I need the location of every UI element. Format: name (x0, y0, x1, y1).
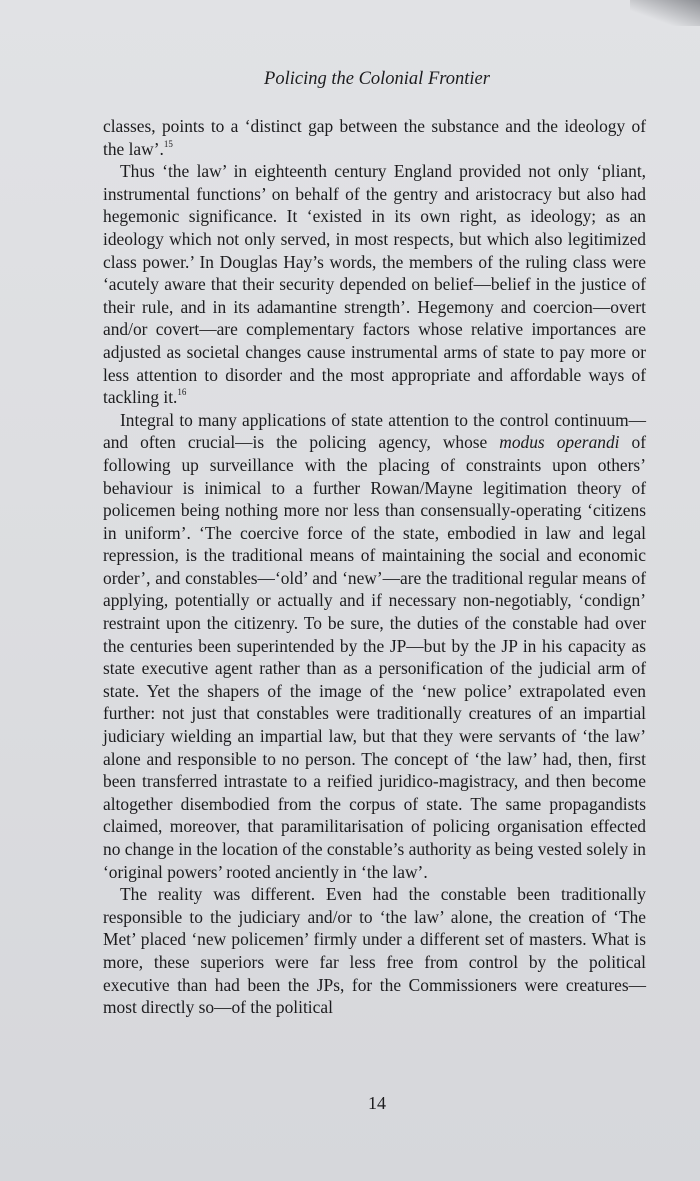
footnote-ref-15[interactable]: 15 (163, 138, 173, 149)
paragraph-1 (103, 115, 646, 160)
paragraph-2 (103, 160, 646, 409)
body-text (103, 115, 646, 1019)
page-corner-shadow (630, 0, 700, 26)
text-segment: Thus ‘the law’ in eighteenth century England provided not only ‘pliant, instrumental functions’ on behalf of the gentry and aristocracy but also had hegemonic significance. It ‘existed in its own right, as ideology; as an ideology which not only served, in most respects, but which also legitimized class power.’ In Douglas Hay’s words, the members of the ruling class were ‘acutely aware that their security depended on belief—belief in the justice of their rule, and in its adamantine strength’. Hegemony and coercion—overt and/or covert—are complementary factors whose relative importances are adjusted as societal changes cause instrumental arms of state to pay more or less attention to disorder and the most appropriate and affordable ways of tackling it. (103, 161, 646, 408)
text-segment: of following up surveillance with the placing of constraints upon others’ behaviour is inimical to a further Rowan/Mayne legitimation theory of policemen being nothing more nor less than consensually-operating ‘citizens in uniform’. ‘The coercive force of the state, embodied in law and legal repression, is the traditional means of maintaining the social and economic order’, and constables—‘old’ and ‘new’—are the traditional regular means of applying, potentially or actually and if necessary non-negotiably, ‘condign’ restraint upon the citizenry. To be sure, the duties of the constable had over the centuries been superintended by the JP—but by the JP in his capacity as state executive agent rather than as a personification of the judicial arm of state. Yet the shapers of the image of the ‘new police’ extrapolated even further: not just that constables were traditionally creatures of an impartial judiciary wielding an impartial law, but that they were servants of ‘the law’ alone and responsible to no person. The concept of ‘the law’ had, then, first been transferred intrastate to a reified juridico-magistracy, and then become altogether disembodied from the corpus of state. The same propagandists claimed, moreover, that paramilitarisation of policing organisation effected no change in the location of the constable’s authority as being vested solely in ‘original powers’ rooted anciently in ‘the law’. (103, 432, 646, 882)
paragraph-3 (103, 409, 646, 883)
running-head: Policing the Colonial Frontier (264, 69, 490, 89)
text-segment: Integral to many applications of state attention to the control continuum—and often crucial—is the policing agency, whose (103, 409, 646, 453)
text-segment: The reality was different. Even had the constable been traditionally responsible to the judiciary and/or to ‘the law’ alone, the creation of ‘The Met’ placed ‘new policemen’ firmly under a different set of masters. What is more, these superiors were far less free from control by the political executive than had been the JPs, for the Commissioners were creatures—most directly so—of the political (103, 884, 646, 1018)
footnote-ref-16[interactable]: 16 (177, 387, 187, 398)
italic-phrase: modus operandi (499, 432, 620, 453)
text-segment: classes, points to a ‘distinct gap between the substance and the ideology of the law’. (103, 116, 646, 159)
page-number: 14 (368, 1093, 386, 1113)
paragraph-4 (103, 883, 646, 1019)
